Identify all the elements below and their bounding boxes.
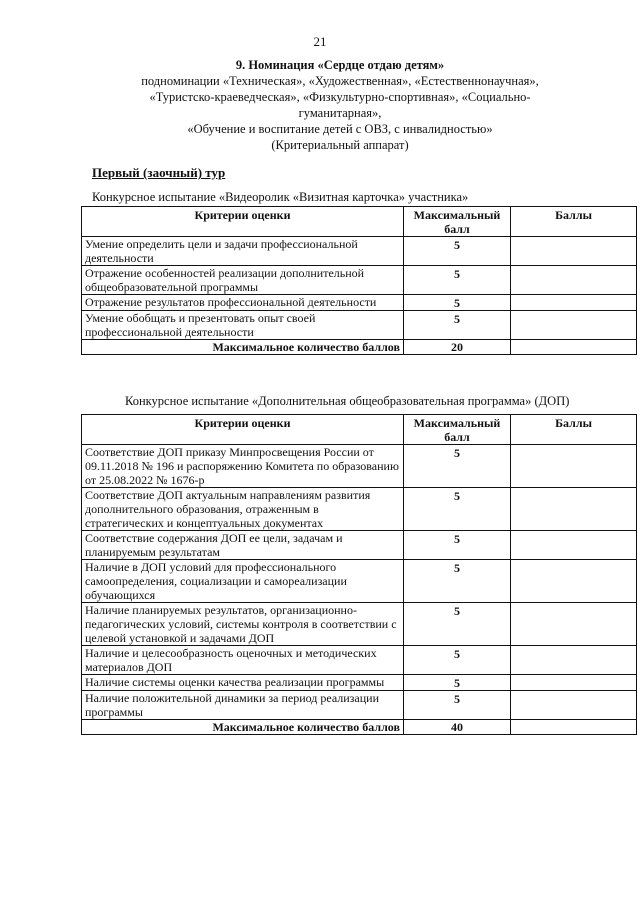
max-score-cell: 5 (404, 311, 511, 340)
max-score-cell: 5 (404, 603, 511, 646)
table-header-row (82, 415, 637, 445)
max-score-cell: 5 (404, 237, 511, 266)
max-score-cell: 5 (404, 531, 511, 560)
criterion-cell: Соответствие ДОП приказу Минпросвещения России от 09.11.2018 № 196 и распоряжению Комитета по образованию от 25.08.2022 № 1676-р (82, 445, 404, 488)
tour-title: Первый (заочный) тур (92, 165, 226, 180)
criterion-cell: Умение обобщать и презентовать опыт своей профессиональной деятельности (82, 311, 404, 340)
criterion-cell: Наличие положительной динамики за период реализации программы (82, 691, 404, 720)
subnomination-line: гуманитарная», (298, 106, 382, 120)
criterion-cell: Отражение особенностей реализации дополнительной общеобразовательной программы (82, 266, 404, 295)
score-cell[interactable] (511, 488, 637, 531)
table-row (82, 646, 637, 675)
criteria-header: Критерии оценки (82, 207, 404, 237)
max-score-cell: 5 (404, 691, 511, 720)
subnomination-line: подноминации «Техническая», «Художественная», «Естественнонаучная», (141, 74, 539, 88)
table-row (82, 531, 637, 560)
table-row (82, 295, 637, 311)
total-score-cell[interactable] (511, 340, 637, 355)
table-row (82, 675, 637, 691)
subnomination-line: «Туристско-краеведческая», «Физкультурно-спортивная», «Социально- (149, 90, 531, 104)
nomination-header (60, 57, 620, 153)
total-row (82, 340, 637, 355)
nomination-title: 9. Номинация «Сердце отдаю детям» (235, 58, 445, 72)
criterion-cell: Соответствие ДОП актуальным направлениям развития дополнительного образования, отраженным в стратегических и концептуальных документах (82, 488, 404, 531)
criterion-cell: Наличие в ДОП условий для профессионального самоопределения, социализации и самореализации обучающихся (82, 560, 404, 603)
table-row (82, 445, 637, 488)
score-header: Баллы (511, 207, 637, 237)
max-score-cell: 5 (404, 295, 511, 311)
score-cell[interactable] (511, 560, 637, 603)
table-row (82, 603, 637, 646)
total-value: 40 (404, 720, 511, 735)
score-cell[interactable] (511, 237, 637, 266)
total-value: 20 (404, 340, 511, 355)
subnomination-line: «Обучение и воспитание детей с ОВЗ, с инвалидностью» (187, 122, 493, 136)
max-score-cell: 5 (404, 445, 511, 488)
total-label: Максимальное количество баллов (82, 720, 404, 735)
program-criteria-table (81, 414, 637, 735)
criterion-cell: Наличие системы оценки качества реализации программы (82, 675, 404, 691)
table-row (82, 237, 637, 266)
table-row (82, 488, 637, 531)
max-score-header: Максимальный балл (404, 207, 511, 237)
criterion-cell: Отражение результатов профессиональной деятельности (82, 295, 404, 311)
total-label: Максимальное количество баллов (82, 340, 404, 355)
score-cell[interactable] (511, 311, 637, 340)
page-number: 21 (313, 34, 327, 49)
criterion-cell: Наличие и целесообразность оценочных и методических материалов ДОП (82, 646, 404, 675)
score-cell[interactable] (511, 691, 637, 720)
table-row (82, 560, 637, 603)
table2-caption: Конкурсное испытание «Дополнительная общеобразовательная программа» (ДОП) (125, 394, 570, 408)
total-row (82, 720, 637, 735)
table-header-row (82, 207, 637, 237)
score-cell[interactable] (511, 603, 637, 646)
max-score-cell: 5 (404, 560, 511, 603)
total-score-cell[interactable] (511, 720, 637, 735)
score-cell[interactable] (511, 675, 637, 691)
table1-caption: Конкурсное испытание «Видеоролик «Визитная карточка» участника» (92, 190, 469, 204)
max-score-cell: 5 (404, 266, 511, 295)
criterion-cell: Соответствие содержания ДОП ее цели, задачам и планируемым результатам (82, 531, 404, 560)
criteria-header: Критерии оценки (82, 415, 404, 445)
table-row (82, 311, 637, 340)
table-row (82, 266, 637, 295)
criterion-cell: Умение определить цели и задачи профессиональной деятельности (82, 237, 404, 266)
score-cell[interactable] (511, 646, 637, 675)
max-score-cell: 5 (404, 646, 511, 675)
score-cell[interactable] (511, 445, 637, 488)
score-header: Баллы (511, 415, 637, 445)
score-cell[interactable] (511, 295, 637, 311)
max-score-header: Максимальный балл (404, 415, 511, 445)
video-criteria-table (81, 206, 637, 355)
score-cell[interactable] (511, 266, 637, 295)
table-row (82, 691, 637, 720)
criterion-cell: Наличие планируемых результатов, организационно-педагогических условий, системы контроля в соответствии с целевой установкой и задачами ДОП (82, 603, 404, 646)
criteria-apparatus-label: (Критериальный аппарат) (271, 138, 409, 152)
max-score-cell: 5 (404, 675, 511, 691)
score-cell[interactable] (511, 531, 637, 560)
max-score-cell: 5 (404, 488, 511, 531)
